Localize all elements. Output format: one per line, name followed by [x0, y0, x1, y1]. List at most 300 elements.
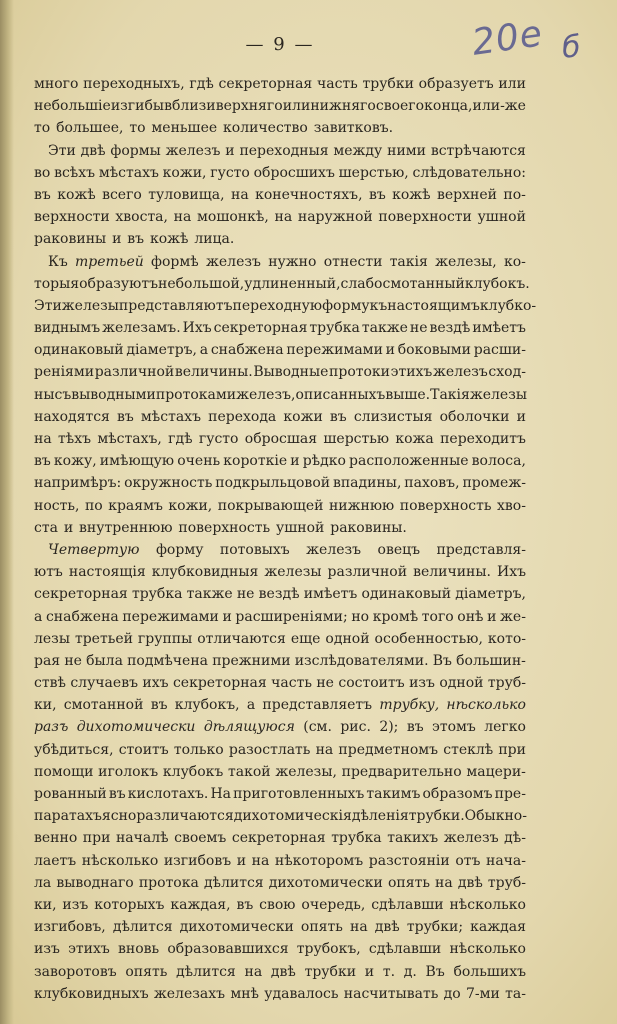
word: Эти: [48, 142, 76, 159]
word: изъ: [409, 675, 435, 692]
word: секреторная: [218, 76, 313, 92]
word: выводнаго: [56, 874, 134, 891]
emphasis-word: Четвертую: [48, 541, 140, 558]
word: нѣсколько: [449, 896, 526, 913]
text-line: [34, 539, 526, 561]
word: иголокъ: [98, 763, 159, 780]
word: 7-ми: [465, 985, 500, 1002]
word: меньшее: [151, 120, 218, 137]
word: виднымъ: [34, 320, 101, 337]
word: волоса,: [471, 453, 526, 470]
word: промеж-: [462, 475, 526, 492]
word: опять: [300, 919, 343, 936]
emphasis-word: дихотомически: [76, 719, 196, 736]
word: трубки;: [406, 919, 464, 936]
word: на: [173, 209, 192, 226]
text-line: [34, 672, 526, 694]
word: протоками: [155, 386, 237, 403]
word: слабо: [340, 275, 383, 292]
word: то: [34, 120, 51, 137]
body-text: [34, 73, 537, 1005]
word: железъ: [165, 142, 221, 159]
word: клубковидныхъ: [34, 985, 149, 1002]
word: пережимами: [122, 608, 219, 625]
word: образовавшихся: [167, 941, 289, 958]
word: въ: [329, 408, 347, 425]
word: кожи: [283, 408, 323, 425]
word: расши-: [473, 342, 526, 359]
word: количество: [223, 120, 308, 137]
word: вездѣ: [258, 586, 300, 603]
word: а: [199, 342, 209, 359]
word: отличаются: [197, 630, 286, 647]
word: железъ: [206, 253, 261, 270]
word: двѣ: [374, 919, 400, 936]
word: такія: [389, 253, 428, 270]
word: и: [225, 142, 235, 159]
text-line: [34, 339, 526, 361]
word: небольшой,: [158, 275, 245, 292]
word: каждая: [470, 919, 526, 936]
text-line: [34, 517, 526, 539]
word: своего: [375, 98, 425, 115]
word: а: [246, 697, 256, 714]
word: разостлать: [228, 741, 311, 758]
text-line: [34, 894, 526, 916]
word: также: [186, 586, 233, 603]
word: или-же: [472, 98, 526, 115]
word: клубко-: [479, 297, 537, 314]
word: находятся: [34, 408, 110, 425]
word: одинаковый: [34, 342, 124, 359]
word: Къ: [48, 253, 68, 270]
word: въ: [127, 231, 145, 248]
word: изгибовъ,: [34, 919, 106, 936]
word: густо: [198, 431, 239, 447]
word: кожа: [395, 431, 434, 447]
word: образомъ: [422, 786, 493, 802]
word: сдѣлавши: [368, 941, 442, 958]
word: ними: [387, 142, 426, 159]
word: описанныхъ: [295, 386, 386, 403]
word: мацери-: [466, 763, 526, 780]
word: Ихъ: [496, 564, 526, 581]
text-line: [34, 783, 526, 805]
word: имѣетъ: [472, 320, 526, 337]
word: шерстью,: [338, 164, 409, 181]
word: этихъ: [390, 364, 433, 381]
word: мѣстахъ: [98, 164, 159, 181]
text-line: [34, 206, 526, 228]
word: большихъ: [453, 963, 526, 980]
word: кожѣ: [149, 231, 189, 248]
word: на: [315, 741, 334, 758]
word: помощи: [34, 763, 94, 780]
word: одной: [325, 630, 370, 647]
word: въ: [117, 408, 134, 425]
word: и: [487, 608, 497, 625]
word: дѣленія: [351, 808, 409, 825]
word: мошонкѣ,: [197, 209, 269, 226]
word: пережимами: [286, 342, 383, 359]
text-line: [34, 184, 526, 206]
word: всѣхъ: [54, 164, 96, 181]
word: кромѣ: [372, 608, 419, 625]
word: началѣ: [115, 830, 169, 847]
word: и: [385, 342, 395, 359]
word: ки,: [34, 896, 57, 913]
word: одинаковый: [361, 586, 452, 603]
word: двѣ: [80, 142, 106, 159]
word: гдѣ: [168, 431, 193, 447]
word: клубокъ,: [174, 697, 240, 714]
word: густо: [210, 164, 250, 181]
word: ствѣ: [34, 675, 66, 692]
word: трубка: [131, 586, 183, 603]
word: стоитъ: [118, 741, 169, 758]
word: формѣ: [151, 253, 199, 270]
word: секреторная: [172, 675, 267, 692]
text-line: [34, 916, 526, 938]
word: то: [129, 120, 146, 137]
word: Такія: [430, 386, 470, 403]
word: шерстью: [323, 431, 390, 447]
word: трубка: [331, 830, 382, 847]
word: очень: [177, 453, 221, 470]
text-line: [34, 228, 526, 250]
word: гдѣ: [189, 76, 214, 92]
word: отнести: [323, 253, 383, 270]
word: ушной: [276, 519, 325, 536]
word: т.: [382, 963, 396, 980]
word: железъ: [306, 541, 362, 558]
word: того: [421, 608, 454, 625]
word: переходитъ: [440, 431, 526, 447]
word: настоящія: [68, 564, 146, 581]
word: железы: [61, 297, 119, 314]
word: не: [236, 586, 255, 603]
word: хвоста,: [115, 209, 168, 226]
word: выводными: [71, 386, 156, 403]
word: нача-: [485, 852, 526, 869]
word: перехода: [208, 408, 277, 425]
word: легко: [484, 719, 526, 736]
text-line: [34, 273, 530, 295]
word: опять: [125, 963, 168, 980]
word: каждая,: [170, 896, 231, 913]
word: и: [290, 453, 300, 470]
word: третьей: [74, 630, 133, 647]
word: но: [351, 608, 370, 625]
word: Выводные: [253, 364, 329, 381]
word: железъ,: [236, 386, 296, 403]
word: протока: [138, 874, 199, 891]
word: венно: [34, 830, 78, 847]
word: железамъ.: [102, 320, 181, 337]
word: также: [361, 320, 408, 337]
word: нужно: [268, 253, 317, 270]
word: кислотахъ.: [127, 786, 209, 802]
text-line: [34, 694, 526, 716]
word: и: [222, 608, 232, 625]
word: имѣющую: [99, 453, 175, 470]
word: краямъ: [108, 497, 163, 514]
word: рая: [34, 652, 61, 669]
word: кожу,: [53, 453, 97, 470]
word: слизистыя: [353, 408, 433, 425]
word: дѣлится: [203, 874, 264, 891]
word: рис.: [340, 719, 371, 736]
word: ко-: [503, 253, 526, 270]
word: снабжена: [45, 608, 119, 625]
handwritten-annotation: 20e: [469, 13, 546, 64]
word: на: [34, 431, 52, 447]
word: переходныхъ,: [83, 76, 185, 92]
word: протоки: [329, 364, 391, 381]
word: форму: [322, 297, 370, 314]
word: лезы: [34, 630, 70, 647]
word: случаевъ: [70, 675, 138, 692]
text-line: [34, 361, 526, 383]
word: двѣ: [270, 963, 296, 980]
word: образуетъ: [418, 76, 494, 92]
word: прежними: [212, 652, 291, 669]
word: дихотомически: [179, 919, 294, 936]
word: ста: [34, 519, 58, 536]
text-line: [34, 561, 526, 583]
word: нижнюю: [328, 497, 395, 514]
text-line: [34, 827, 526, 849]
word: при: [82, 830, 111, 847]
word: раковины.: [330, 519, 407, 536]
word: паратахъ: [34, 808, 102, 825]
word: секреторная: [231, 830, 326, 847]
word: поверхность: [178, 519, 271, 536]
word: нижняго: [310, 98, 376, 115]
word: на: [435, 874, 453, 891]
word: На: [210, 786, 231, 802]
word: ны: [34, 386, 55, 403]
word: или: [498, 76, 526, 92]
word: только: [173, 741, 224, 758]
word: трубокъ,: [296, 941, 361, 958]
word: вблизи: [164, 98, 216, 115]
word: удавалось: [264, 985, 339, 1002]
text-line: [34, 450, 526, 472]
word: а: [34, 608, 43, 625]
word: клубокъ: [162, 763, 224, 780]
word: д.: [403, 963, 417, 980]
text-line: [34, 650, 526, 672]
word: различной: [327, 564, 408, 581]
word: которыхъ: [94, 896, 165, 913]
word: потовыхъ: [219, 541, 290, 558]
word: верхней: [437, 186, 497, 203]
word: убѣдиться,: [34, 741, 114, 758]
word: состоитъ: [338, 675, 405, 692]
text-line: [34, 428, 526, 450]
word: короткіе: [223, 453, 288, 470]
word: удлиненный,: [244, 275, 341, 292]
text-line: [34, 117, 526, 139]
word: вновь: [117, 941, 160, 958]
word: покрывающей: [217, 497, 324, 514]
word: железы: [469, 386, 527, 403]
word: предварительно: [341, 763, 462, 780]
word: діаметръ,: [455, 586, 526, 603]
text-line: [34, 961, 526, 983]
word: діаметръ,: [126, 342, 198, 359]
word: имѣетъ: [303, 586, 358, 603]
word: верхности: [34, 209, 110, 226]
word: особенностью,: [374, 630, 483, 647]
word: въ: [150, 697, 168, 714]
word: смотанной: [63, 697, 144, 714]
word: и: [236, 852, 247, 869]
word: хво-: [497, 497, 526, 514]
emphasis-word: трубку,: [379, 697, 440, 714]
word: снабжена: [210, 342, 284, 359]
text-line: [34, 872, 526, 894]
word: труб-: [487, 675, 526, 692]
word: напримѣръ:: [34, 475, 122, 492]
word: при: [498, 741, 526, 758]
word: верхняго: [215, 98, 283, 115]
word: изгибовъ: [163, 852, 232, 869]
text-line: [34, 628, 526, 650]
word: ность,: [34, 497, 80, 514]
text-line: [34, 761, 526, 783]
word: одной: [439, 675, 484, 692]
word: сдѣлавши: [371, 896, 444, 913]
word: Ихъ: [182, 320, 212, 337]
word: отъ: [455, 852, 481, 869]
word: железы,: [435, 253, 497, 270]
word: паховъ,: [404, 475, 460, 492]
word: насчитывать: [343, 985, 439, 1002]
word: приготовленныхъ: [233, 786, 365, 802]
text-line: [34, 162, 526, 184]
word: въ: [108, 786, 126, 802]
word: вездѣ: [429, 320, 471, 337]
word: дѣлится: [112, 919, 173, 936]
word: рѣдко: [302, 453, 346, 470]
word: кожи,: [168, 497, 213, 514]
word: представля-: [436, 541, 526, 558]
text-line: [34, 938, 526, 960]
word: такой: [228, 763, 271, 780]
word: Въ: [425, 963, 445, 980]
word: наружной: [297, 209, 373, 226]
word: дихотомически: [268, 874, 383, 891]
word: настоящимъ: [387, 297, 480, 314]
word: конечностяхъ,: [255, 186, 363, 203]
word: дѣлится: [176, 963, 236, 980]
word: поверхности: [378, 209, 472, 226]
word: подкрыльцовой: [215, 475, 331, 492]
word: дѣ-: [504, 830, 526, 847]
word: переходную: [232, 297, 323, 314]
word: не: [316, 675, 334, 692]
word: не: [409, 320, 428, 337]
word: 2);: [379, 719, 399, 736]
word: кожѣ: [57, 186, 96, 203]
word: величины.: [413, 564, 491, 581]
emphasis-word: дѣлящуюся: [203, 719, 295, 736]
handwritten-annotation-mark: б: [560, 29, 583, 66]
word: къ: [369, 297, 388, 314]
word: съ: [54, 386, 72, 403]
word: клубокъ.: [464, 275, 530, 292]
word: по: [84, 497, 103, 514]
word: поверхность: [399, 497, 492, 514]
text-line: [34, 406, 526, 428]
word: различаются: [136, 808, 234, 825]
word: выше.: [385, 386, 431, 403]
word: представляетъ: [262, 697, 373, 714]
word: дихотомическія: [233, 808, 352, 825]
word: между: [333, 142, 383, 159]
word: труб-: [487, 874, 526, 891]
word: обросшихъ: [253, 164, 335, 181]
word: въ: [406, 719, 424, 736]
word: окружность: [124, 475, 213, 492]
word: обросшая: [244, 431, 318, 447]
text-line: [34, 472, 526, 494]
word: пре-: [494, 786, 526, 802]
word: ихъ: [142, 675, 169, 692]
word: небольшіе: [34, 98, 111, 115]
word: на: [274, 209, 293, 226]
word: кожѣ: [392, 186, 431, 203]
text-line: [34, 140, 526, 162]
text-line: [34, 983, 526, 1005]
word: изъ: [34, 941, 60, 958]
page-gutter-shadow: [0, 0, 14, 1024]
text-line: [34, 716, 526, 738]
word: внутреннюю: [79, 519, 173, 536]
word: рованный: [34, 786, 107, 802]
word: Обыкно-: [464, 808, 527, 825]
text-line: [34, 384, 526, 406]
word: раковины: [34, 231, 107, 248]
word: изслѣдователями.: [294, 652, 429, 669]
word: кото-: [487, 630, 526, 647]
word: и: [63, 519, 74, 536]
word: своемъ: [174, 830, 227, 847]
word: завитковъ.: [313, 120, 394, 137]
word: во: [34, 164, 51, 181]
emphasis-word: третьей: [75, 253, 144, 270]
word: стеклѣ: [443, 741, 494, 758]
word: величины.: [174, 364, 253, 381]
word: еще: [290, 630, 321, 647]
word: клубковидныя: [151, 564, 259, 581]
text-line: [34, 606, 526, 628]
word: на: [244, 963, 263, 980]
word: ясно: [101, 808, 137, 825]
word: въ: [236, 896, 254, 913]
text-line: [34, 251, 526, 273]
word: Эти: [34, 297, 62, 314]
word: Въ: [432, 652, 452, 669]
word: мѣстахъ: [140, 408, 201, 425]
word: тѣхъ: [58, 431, 91, 447]
word: группы: [137, 630, 193, 647]
text-line: [34, 73, 526, 95]
word: переходныя: [239, 142, 329, 159]
word: часть: [316, 76, 358, 92]
